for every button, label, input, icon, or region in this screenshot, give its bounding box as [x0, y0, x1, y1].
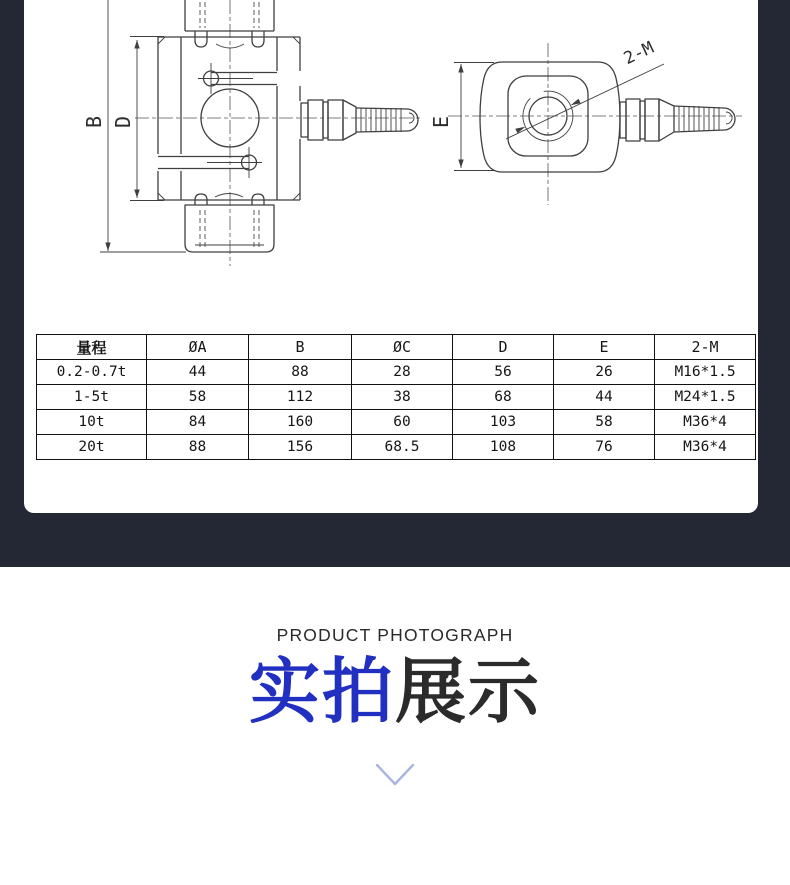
table-cell: M16*1.5	[655, 360, 756, 385]
top-cable-gland	[620, 99, 735, 141]
technical-drawing	[24, 0, 758, 300]
table-cell: 1-5t	[37, 385, 147, 410]
dimension-label-2m: 2-M	[620, 37, 658, 70]
table-cell: M36*4	[655, 435, 756, 460]
spec-card	[24, 0, 758, 513]
section-subtitle: PRODUCT PHOTOGRAPH	[276, 625, 514, 645]
dimension-label-d: D	[111, 115, 135, 129]
table-cell: 58	[147, 385, 249, 410]
front-view-drawing	[82, 0, 420, 266]
chevron-down-icon	[375, 763, 415, 787]
table-header-row	[37, 335, 756, 360]
table-cell: 112	[249, 385, 352, 410]
table-row	[37, 410, 756, 435]
section-title	[0, 647, 790, 739]
column-header: E	[554, 335, 655, 360]
dimension-label-e: E	[429, 115, 453, 129]
column-header: 量程	[37, 335, 147, 360]
table-row	[37, 360, 756, 385]
spec-table	[36, 334, 756, 460]
table-cell: 88	[249, 360, 352, 385]
table-cell: 156	[249, 435, 352, 460]
table-cell: 103	[453, 410, 554, 435]
table-cell: 20t	[37, 435, 147, 460]
table-cell: 44	[147, 360, 249, 385]
table-cell: 56	[453, 360, 554, 385]
lower-slot	[158, 147, 262, 178]
table-cell: 160	[249, 410, 352, 435]
column-header: 2-M	[655, 335, 756, 360]
product-photograph-section	[0, 567, 790, 885]
table-cell: 10t	[37, 410, 147, 435]
table-cell: 88	[147, 435, 249, 460]
table-cell: 68	[453, 385, 554, 410]
table-cell: 84	[147, 410, 249, 435]
table-cell: 0.2-0.7t	[37, 360, 147, 385]
section-title-highlight: 实拍	[248, 653, 395, 732]
table-cell: 26	[554, 360, 655, 385]
front-cable-gland	[301, 100, 418, 140]
table-cell: M24*1.5	[655, 385, 756, 410]
table-cell: 60	[352, 410, 453, 435]
table-cell: 58	[554, 410, 655, 435]
section-title-rest: 展示	[395, 653, 542, 732]
table-cell: 68.5	[352, 435, 453, 460]
column-header: ØC	[352, 335, 453, 360]
table-cell: 76	[554, 435, 655, 460]
table-cell: 38	[352, 385, 453, 410]
table-cell: 28	[352, 360, 453, 385]
table-row	[37, 385, 756, 410]
column-header: ØA	[147, 335, 249, 360]
table-cell: 108	[453, 435, 554, 460]
table-cell: 44	[554, 385, 655, 410]
table-row	[37, 435, 756, 460]
bottom-nut	[185, 194, 274, 253]
top-view-drawing	[429, 38, 742, 205]
table-cell: M36*4	[655, 410, 756, 435]
top-nut	[185, 0, 274, 48]
column-header: D	[453, 335, 554, 360]
dimension-label-b: B	[82, 115, 106, 129]
column-header: B	[249, 335, 352, 360]
